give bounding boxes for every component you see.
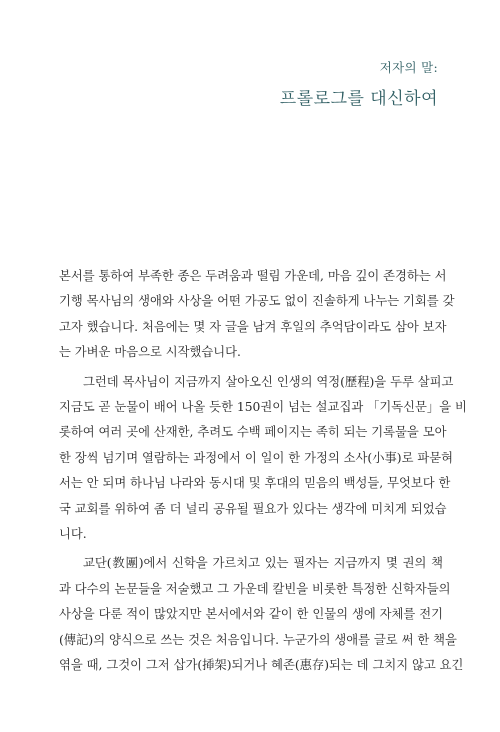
text-line: 지금도 곧 눈물이 배어 나올 듯한 150권이 넘는 설교집과 「기독신문」을 비	[59, 400, 467, 415]
text-line: 는 가벼운 마음으로 시작했습니다.	[59, 345, 241, 360]
text-line: 롯하여 여러 곳에 산재한, 추려도 수백 페이지는 족히 되는 기록물을 모아	[59, 425, 447, 440]
text-line: 과 다수의 논문들을 저술했고 그 가운데 칼빈을 비롯한 특정한 신학자들의	[59, 581, 451, 596]
text-line: 니다.	[59, 527, 87, 542]
chapter-label: 저자의 말:	[379, 60, 438, 75]
paragraph-2	[59, 370, 467, 548]
text-line: 고자 했습니다. 처음에는 몇 자 글을 남겨 후일의 추억담이라도 삼아 보자	[59, 319, 447, 334]
paragraph-1	[59, 264, 455, 366]
text-line: 국 교회를 위하여 좀 더 널리 공유될 필요가 있다는 생각에 미치게 되었습	[59, 501, 447, 516]
text-line: 교단(教團)에서 신학을 가르치고 있는 필자는 지금까지 몇 권의 책	[83, 556, 443, 571]
text-line: (傳記)의 양식으로 쓰는 것은 처음입니다. 누군가의 생애를 글로 써 한 책을	[59, 632, 457, 647]
text-line: 엮을 때, 그것이 그저 삽가(揷架)되거나 혜존(惠存)되는 데 그치지 않고 요긴	[59, 658, 464, 673]
paragraph-3	[59, 551, 464, 678]
body-text	[59, 264, 467, 683]
text-line: 본서를 통하여 부족한 종은 두려움과 떨림 가운데, 마음 깊이 존경하는 서	[59, 269, 447, 283]
chapter-title: 프롤로그를 대신하여	[279, 89, 438, 109]
text-line: 사상을 다룬 적이 많았지만 본서에서와 같이 한 인물의 생에 자체를 전기	[59, 607, 443, 622]
text-line: 그런데 목사님이 지금까지 살아오신 인생의 역정(歷程)을 두루 살피고	[83, 374, 454, 389]
text-line: 서는 안 되며 하나님 나라와 동시대 및 후대의 믿음의 백성들, 무엇보다 한	[59, 476, 451, 491]
chapter-header	[280, 58, 438, 109]
text-line: 한 장씩 넘기며 열람하는 과정에서 이 일이 한 가정의 소사(小事)로 파묻혀	[59, 450, 454, 465]
text-line: 기행 목사님의 생애와 사상을 어떤 가공도 없이 진솔하게 나누는 기회를 갖	[59, 294, 455, 309]
